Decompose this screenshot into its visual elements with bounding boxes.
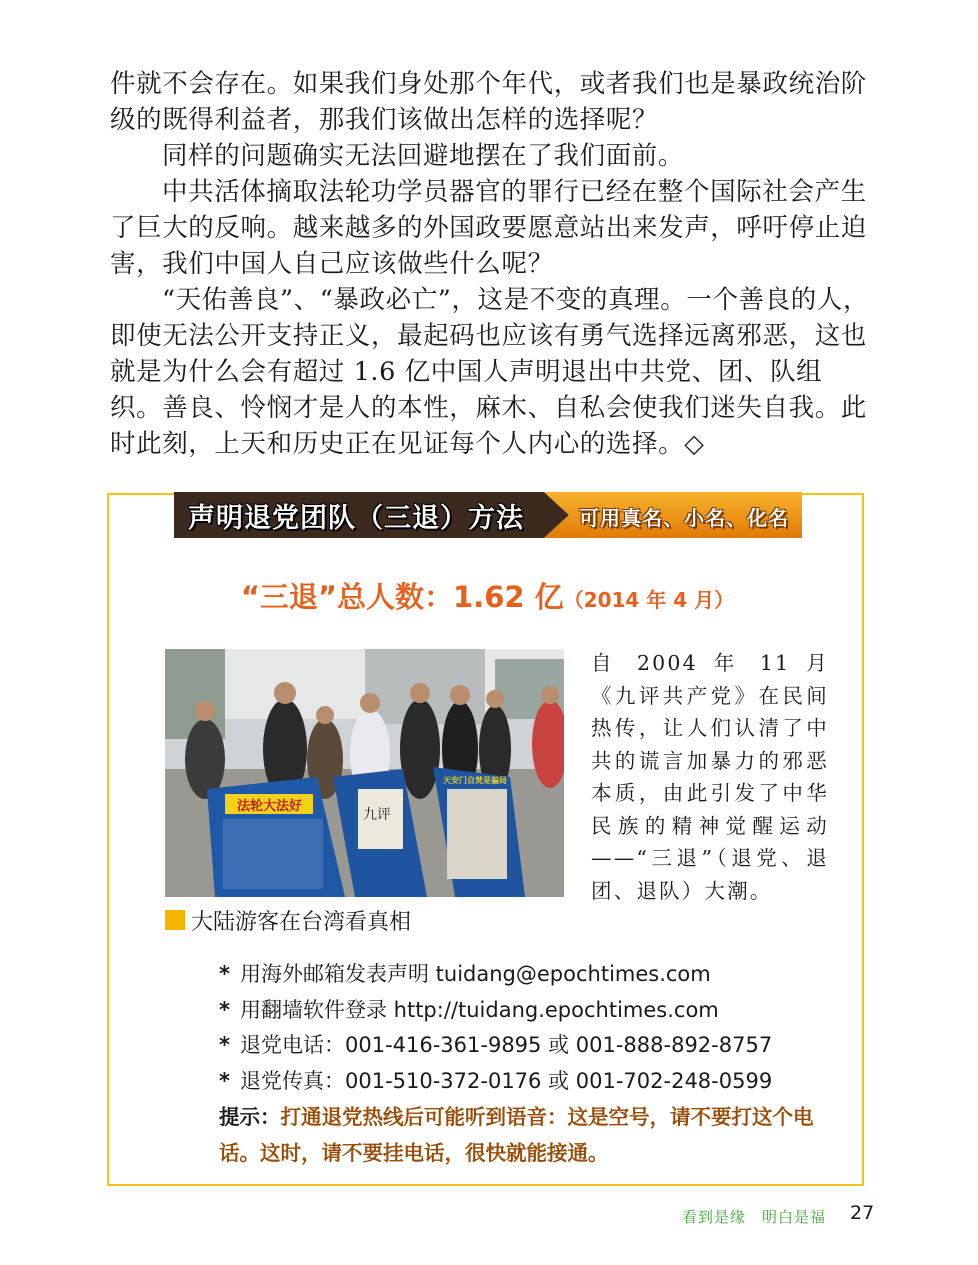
sign-1-text: 法轮大法好 xyxy=(237,799,303,814)
paragraph-1: 件就不会存在。如果我们身处那个年代，或者我们也是暴政统治阶级的既得利益者，那我们该做出怎样的选择呢？ xyxy=(110,69,867,135)
article-body xyxy=(110,66,874,462)
total-count xyxy=(109,575,866,616)
contact-item-website xyxy=(219,993,819,1029)
caption-marker-icon xyxy=(165,910,185,930)
side-paragraph xyxy=(591,647,829,907)
total-label: “三退”总人数：1.62 亿 xyxy=(240,580,564,614)
sign-3-text: 天安门自焚是骗局 xyxy=(443,776,507,785)
side-paragraph-text: 自 2004 年 11 月《九评共产党》在民间热传，让人们认清了中共的谎言加暴力的邪恶本质，由此引发了中华民族的精神觉醒运动 ——“三退”（退党、退团、退队）大潮。 xyxy=(591,651,829,903)
tip-note xyxy=(219,1099,819,1171)
paragraph-4: “天佑善良”、“暴政必亡”，这是不变的真理。一个善良的人，即使无法公开支持正义，最起码也应该有勇气选择远离邪恶，这也就是为什么会有超过 1.6 亿中国人声明退出中共党、团、队组织。善良、怜悯才是人的本性，麻木、自私会使我们迷失自我。此时此刻，上天和历史正在见证每个人内心的选择。◇ xyxy=(110,285,870,459)
bullet-star-icon: * xyxy=(219,1068,230,1093)
contact-email-text: 用海外邮箱发表声明 tuidang@epochtimes.com xyxy=(239,962,711,986)
tourists-photo-image xyxy=(165,649,564,897)
contact-item-email xyxy=(219,957,819,993)
sanfa-info-box xyxy=(107,493,864,1186)
total-date: （2014 年 4 月） xyxy=(563,588,735,612)
sign-2-text: 九评 xyxy=(363,807,391,823)
contact-item-fax xyxy=(219,1064,819,1100)
photo-caption-text: 大陆游客在台湾看真相 xyxy=(191,909,412,935)
bullet-star-icon: * xyxy=(219,1033,230,1057)
footer-slogan: 看到是缘 明白是福 xyxy=(682,1208,827,1226)
bullet-star-icon: * xyxy=(219,962,230,986)
banner xyxy=(174,492,802,538)
contact-list xyxy=(219,957,819,1099)
tip-text: 打通退党热线后可能听到语音：这是空号，请不要打这个电话。这时，请不要挂电话，很快就能接通。 xyxy=(219,1105,814,1165)
contact-phone-text: 退党电话：001-416-361-9895 或 001-888-892-8757 xyxy=(239,1033,773,1057)
contact-item-phone xyxy=(219,1028,819,1064)
paragraph-3: 中共活体摘取法轮功学员器官的罪行已经在整个国际社会产生了巨大的反响。越来越多的外国政要愿意站出来发声，呼吁停止迫害，我们中国人自己应该做些什么呢？ xyxy=(110,177,867,279)
page-number: 27 xyxy=(850,1202,875,1224)
contact-fax-text: 退党传真：001-510-372-0176 或 001-702-248-0599 xyxy=(239,1068,773,1093)
photo-caption xyxy=(165,905,411,935)
banner-title: 声明退党团队（三退）方法 xyxy=(188,503,524,534)
paragraph-2: 同样的问题确实无法回避地摆在了我们面前。 xyxy=(162,141,685,171)
banner-subtitle: 可用真名、小名、化名 xyxy=(579,506,789,530)
contact-website-text: 用翻墙软件登录 http://tuidang.epochtimes.com xyxy=(239,997,719,1022)
tourists-photo xyxy=(165,649,564,897)
bullet-star-icon: * xyxy=(219,997,230,1022)
tip-label: 提示： xyxy=(219,1105,281,1129)
